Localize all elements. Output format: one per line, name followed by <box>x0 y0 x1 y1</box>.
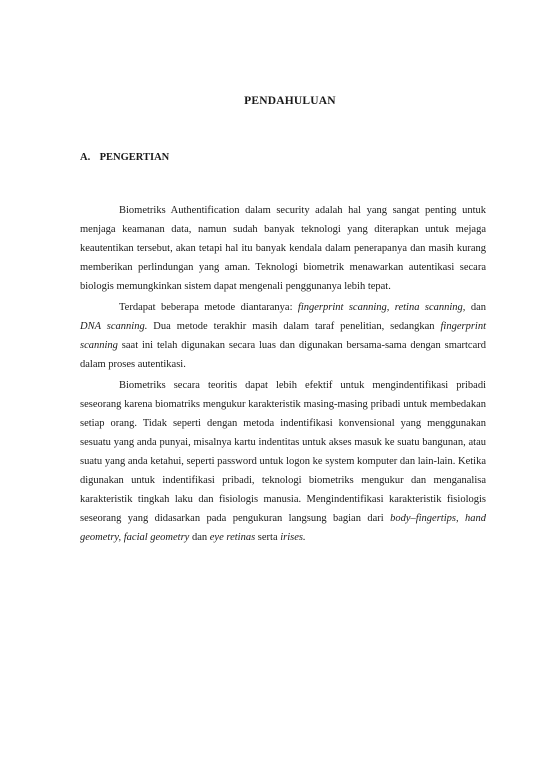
italic-text-run: irises. <box>280 532 306 543</box>
section-number: A. <box>80 152 91 163</box>
text-run: Dua metode terakhir masih dalam taraf penelitian, sedangkan <box>147 321 441 332</box>
paragraph <box>80 376 486 547</box>
body-text <box>80 201 486 547</box>
italic-text-run: eye retinas <box>209 532 256 543</box>
section-heading <box>80 152 169 163</box>
paragraph <box>80 201 486 296</box>
text-run: saat ini telah digunakan secara luas dan digunakan bersama-sama dengan smartcard dalam proses autentikasi. <box>80 340 486 370</box>
paragraph <box>80 298 486 374</box>
text-run: Terdapat beberapa metode diantaranya: <box>119 302 298 313</box>
text-run: dan <box>465 302 486 313</box>
italic-text-run: body–fingertips, hand geometry, facial geometry <box>80 513 486 543</box>
text-run: Biometriks Authentification dalam security adalah hal yang sangat penting untuk menjaga keamanan data, namun sudah banyak teknologi yang diterapkan untuk mejaga keautentikan tersebut, akan tetapi hal itu banyak kendala dalam penerapanya dan masih kurang memberikan perlindungan yang aman. Teknologi biometrik menawarkan autentikasi secara biologis memungkinkan sistem dapat mengenali penggunanya lebih tepat. <box>80 205 486 292</box>
text-run: dan <box>189 532 210 543</box>
italic-text-run: DNA scanning. <box>80 321 148 332</box>
italic-text-run: fingerprint scanning, retina scanning, <box>297 302 466 313</box>
italic-text-run: fingerprint scanning <box>80 321 486 351</box>
text-run: serta <box>255 532 281 543</box>
text-run: Biometriks secara teoritis dapat lebih efektif untuk mengindentifikasi pribadi seseorang karena biomatriks mengukur karakteristik masing-masing pribadi untuk membedakan setiap orang. Tidak seperti dengan metoda indentifikasi konvensional yang menggunakan sesuatu yang anda punyai, misalnya kartu indentitas untuk akses masuk ke suatu bangunan, atau suatu yang anda ketahui, seperti password untuk logon ke system komputer dan lain-lain. Ketika digunakan untuk indentifikasi pribadi, teknologi biometriks mengukur dan menganalisa karakteristik tingkah laku dan fisiologis manusia. Mengindentifikasi karakteristik fisiologis seseorang yang didasarkan pada pengukuran langsung bagian dari <box>80 380 486 524</box>
section-title: PENGERTIAN <box>99 152 170 163</box>
page-title: PENDAHULUAN <box>244 95 336 107</box>
